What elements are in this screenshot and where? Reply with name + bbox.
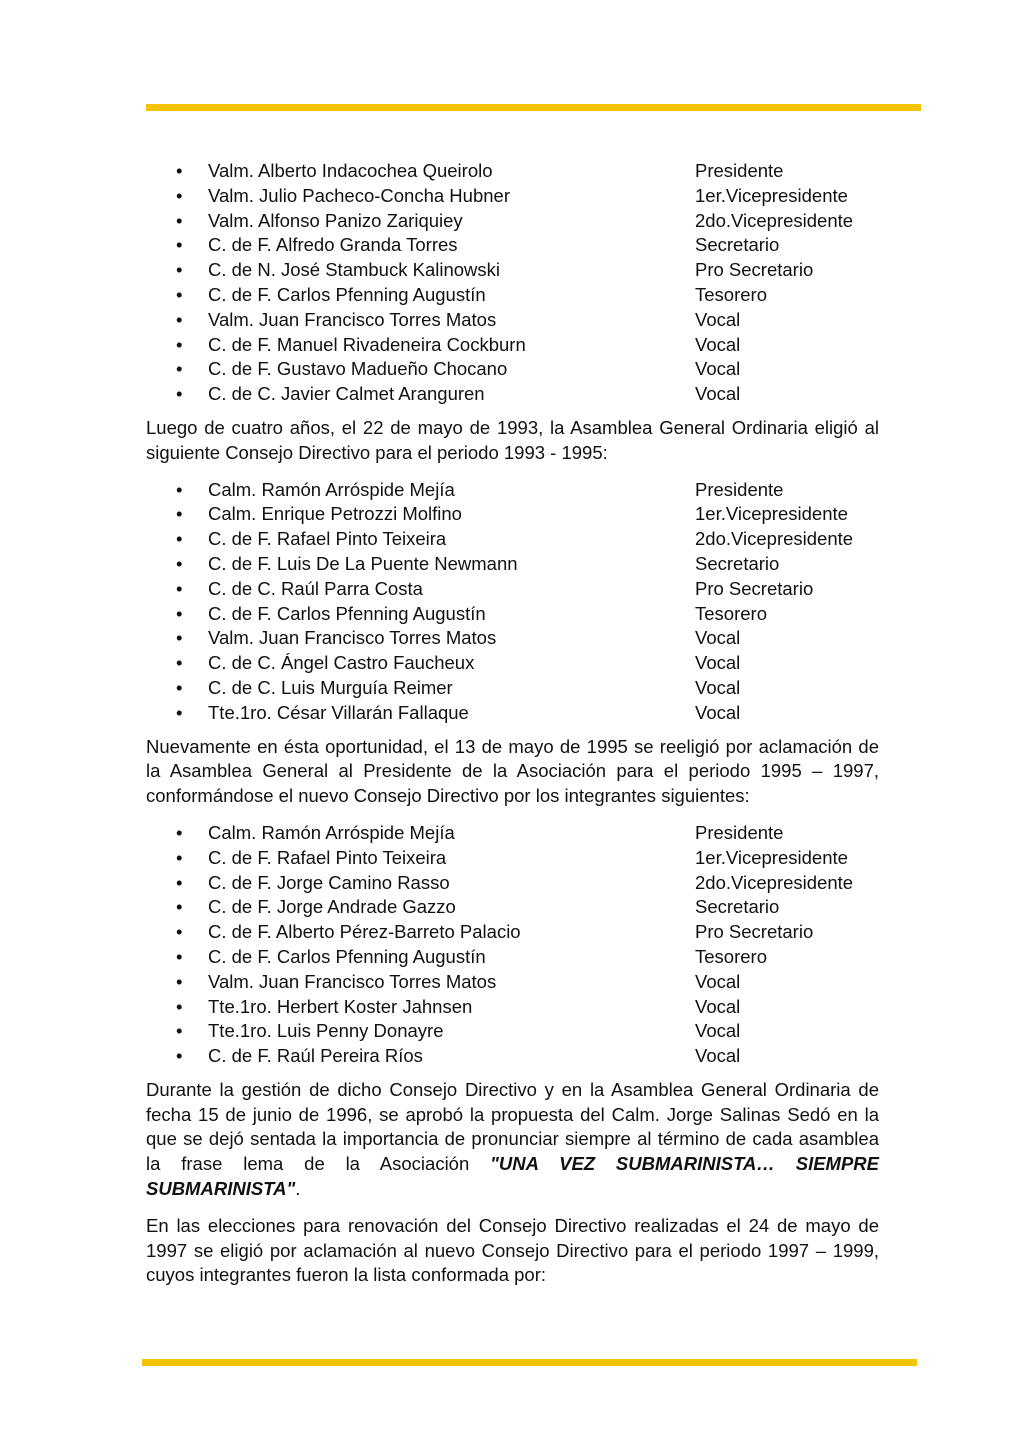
member-role: 1er.Vicepresidente xyxy=(695,503,848,525)
member-name: C. de C. Luis Murguía Reimer xyxy=(208,676,453,698)
bullet-icon: • xyxy=(176,358,183,380)
member-role: Secretario xyxy=(695,552,780,574)
board-list-1995 xyxy=(146,821,879,1069)
member-name: C. de F. Jorge Andrade Gazzo xyxy=(208,896,456,918)
bullet-icon: • xyxy=(176,652,183,674)
member-name: C. de F. Carlos Pfenning Augustín xyxy=(208,602,486,624)
member-role: 2do.Vicepresidente xyxy=(695,871,854,893)
bullet-icon: • xyxy=(176,283,183,305)
member-role: Vocal xyxy=(695,1020,741,1042)
paragraph-election-1995: Nuevamente en ésta oportunidad, el 13 de mayo de 1995 se reeligió por aclamación de la Asamblea General al Presidente de la Asociación para el periodo 1995 – 1997, conformándose el nuevo Consejo Directivo por los integrantes siguientes: xyxy=(146,735,879,807)
bullet-icon: • xyxy=(176,896,183,918)
list-item xyxy=(146,258,879,283)
list-item xyxy=(146,478,879,503)
list-item xyxy=(146,676,879,701)
member-name: C. de F. Jorge Camino Rasso xyxy=(208,871,450,893)
member-role: Vocal xyxy=(695,1045,741,1067)
member-role: Presidente xyxy=(695,821,784,843)
member-name: Tte.1ro. Luis Penny Donayre xyxy=(208,1020,444,1042)
bullet-icon: • xyxy=(176,1020,183,1042)
list-item xyxy=(146,651,879,676)
paragraph-election-1997: En las elecciones para renovación del Consejo Directivo realizadas el 24 de mayo de 1997 se eligió por aclamación al nuevo Consejo Directivo para el periodo 1997 – 1999, cuyos integrantes fueron la lista conformada por: xyxy=(146,1214,879,1286)
bullet-icon: • xyxy=(176,821,183,843)
member-role: Pro Secretario xyxy=(695,921,814,943)
member-name: C. de F. Luis De La Puente Newmann xyxy=(208,552,518,574)
paragraph-motto-1996 xyxy=(146,1078,879,1202)
member-role: Vocal xyxy=(695,652,741,674)
member-role: Vocal xyxy=(695,676,741,698)
list-item xyxy=(146,357,879,382)
member-name: C. de C. Ángel Castro Faucheux xyxy=(208,652,475,674)
member-name: Valm. Juan Francisco Torres Matos xyxy=(208,627,497,649)
bullet-icon: • xyxy=(176,209,183,231)
member-name: C. de F. Alfredo Granda Torres xyxy=(208,234,458,256)
motto-intro-text: Durante la gestión de dicho Consejo Directivo y en la Asamblea General Ordinaria de fecha 15 de junio de 1996, se aprobó la propuesta del Calm. Jorge Salinas Sedó en la que se dejó sentada la importancia de pronunciar siempre al término de cada asamblea la frase lema de la Asociación xyxy=(146,1078,879,1175)
member-name: Valm. Juan Francisco Torres Matos xyxy=(208,308,497,330)
member-name: C. de F. Carlos Pfenning Augustín xyxy=(208,945,486,967)
list-item xyxy=(146,846,879,871)
list-item xyxy=(146,159,879,184)
member-role: Secretario xyxy=(695,234,780,256)
list-item xyxy=(146,626,879,651)
board-list-1989 xyxy=(146,159,879,407)
member-role: 2do.Vicepresidente xyxy=(695,209,854,231)
member-name: Valm. Alfonso Panizo Zariquiey xyxy=(208,209,463,231)
list-item xyxy=(146,871,879,896)
motto-closing-text: . xyxy=(295,1178,301,1200)
bullet-icon: • xyxy=(176,627,183,649)
list-item xyxy=(146,502,879,527)
list-item xyxy=(146,995,879,1020)
page-content xyxy=(146,159,879,1288)
bullet-icon: • xyxy=(176,846,183,868)
member-name: Valm. Julio Pacheco-Concha Hubner xyxy=(208,184,510,206)
bullet-icon: • xyxy=(176,871,183,893)
member-name: C. de F. Manuel Rivadeneira Cockburn xyxy=(208,333,526,355)
member-role: Tesorero xyxy=(695,945,767,967)
list-item xyxy=(146,920,879,945)
list-item xyxy=(146,895,879,920)
member-role: Secretario xyxy=(695,896,780,918)
bullet-icon: • xyxy=(176,945,183,967)
bullet-icon: • xyxy=(176,995,183,1017)
list-item xyxy=(146,701,879,726)
list-item xyxy=(146,283,879,308)
member-role: Tesorero xyxy=(695,602,767,624)
list-item xyxy=(146,382,879,407)
list-item xyxy=(146,209,879,234)
member-role: Vocal xyxy=(695,383,741,405)
member-name: C. de F. Alberto Pérez-Barreto Palacio xyxy=(208,921,521,943)
bullet-icon: • xyxy=(176,602,183,624)
list-item xyxy=(146,184,879,209)
member-name: C. de F. Raúl Pereira Ríos xyxy=(208,1045,423,1067)
bullet-icon: • xyxy=(176,503,183,525)
top-accent-rule xyxy=(146,104,921,111)
board-list-1993 xyxy=(146,478,879,726)
member-role: 1er.Vicepresidente xyxy=(695,846,848,868)
member-name: C. de N. José Stambuck Kalinowski xyxy=(208,259,501,281)
bullet-icon: • xyxy=(176,259,183,281)
bullet-icon: • xyxy=(176,234,183,256)
member-name: C. de F. Rafael Pinto Teixeira xyxy=(208,528,447,550)
bullet-icon: • xyxy=(176,478,183,500)
member-name: Calm. Ramón Arróspide Mejía xyxy=(208,478,455,500)
bullet-icon: • xyxy=(176,921,183,943)
bullet-icon: • xyxy=(176,308,183,330)
bullet-icon: • xyxy=(176,676,183,698)
list-item xyxy=(146,1044,879,1069)
paragraph-election-1993: Luego de cuatro años, el 22 de mayo de 1993, la Asamblea General Ordinaria eligió al siguiente Consejo Directivo para el periodo 1993 - 1995: xyxy=(146,416,879,463)
bullet-icon: • xyxy=(176,333,183,355)
list-item xyxy=(146,577,879,602)
member-name: Tte.1ro. César Villarán Fallaque xyxy=(208,701,469,723)
member-role: Vocal xyxy=(695,995,741,1017)
member-role: Presidente xyxy=(695,478,784,500)
list-item xyxy=(146,1019,879,1044)
member-role: Vocal xyxy=(695,358,741,380)
bullet-icon: • xyxy=(176,383,183,405)
member-name: C. de F. Carlos Pfenning Augustín xyxy=(208,283,486,305)
member-name: Valm. Alberto Indacochea Queirolo xyxy=(208,160,493,181)
bottom-accent-rule xyxy=(142,1359,917,1366)
list-item xyxy=(146,602,879,627)
member-name: C. de C. Javier Calmet Aranguren xyxy=(208,383,485,405)
list-item xyxy=(146,333,879,358)
list-item xyxy=(146,821,879,846)
member-name: Calm. Enrique Petrozzi Molfino xyxy=(208,503,462,525)
member-role: Pro Secretario xyxy=(695,577,814,599)
member-role: 2do.Vicepresidente xyxy=(695,528,854,550)
member-role: Pro Secretario xyxy=(695,259,814,281)
member-role: Vocal xyxy=(695,970,741,992)
bullet-icon: • xyxy=(176,577,183,599)
bullet-icon: • xyxy=(176,552,183,574)
member-name: C. de C. Raúl Parra Costa xyxy=(208,577,423,599)
bullet-icon: • xyxy=(176,701,183,723)
list-item xyxy=(146,552,879,577)
bullet-icon: • xyxy=(176,160,183,181)
member-role: 1er.Vicepresidente xyxy=(695,184,848,206)
list-item xyxy=(146,308,879,333)
member-role: Presidente xyxy=(695,160,784,181)
motto-text: "UNA VEZ SUBMARINISTA… SIEMPRE SUBMARINISTA" xyxy=(146,1153,880,1200)
member-name: C. de F. Rafael Pinto Teixeira xyxy=(208,846,447,868)
bullet-icon: • xyxy=(176,1045,183,1067)
bullet-icon: • xyxy=(176,970,183,992)
list-item xyxy=(146,233,879,258)
member-name: Calm. Ramón Arróspide Mejía xyxy=(208,821,455,843)
member-name: Tte.1ro. Herbert Koster Jahnsen xyxy=(208,995,473,1017)
member-role: Vocal xyxy=(695,627,741,649)
member-role: Vocal xyxy=(695,308,741,330)
member-name: Valm. Juan Francisco Torres Matos xyxy=(208,970,497,992)
member-role: Tesorero xyxy=(695,283,767,305)
list-item xyxy=(146,527,879,552)
bullet-icon: • xyxy=(176,528,183,550)
member-role: Vocal xyxy=(695,701,741,723)
list-item xyxy=(146,970,879,995)
member-name: C. de F. Gustavo Madueño Chocano xyxy=(208,358,508,380)
bullet-icon: • xyxy=(176,184,183,206)
member-role: Vocal xyxy=(695,333,741,355)
list-item xyxy=(146,945,879,970)
